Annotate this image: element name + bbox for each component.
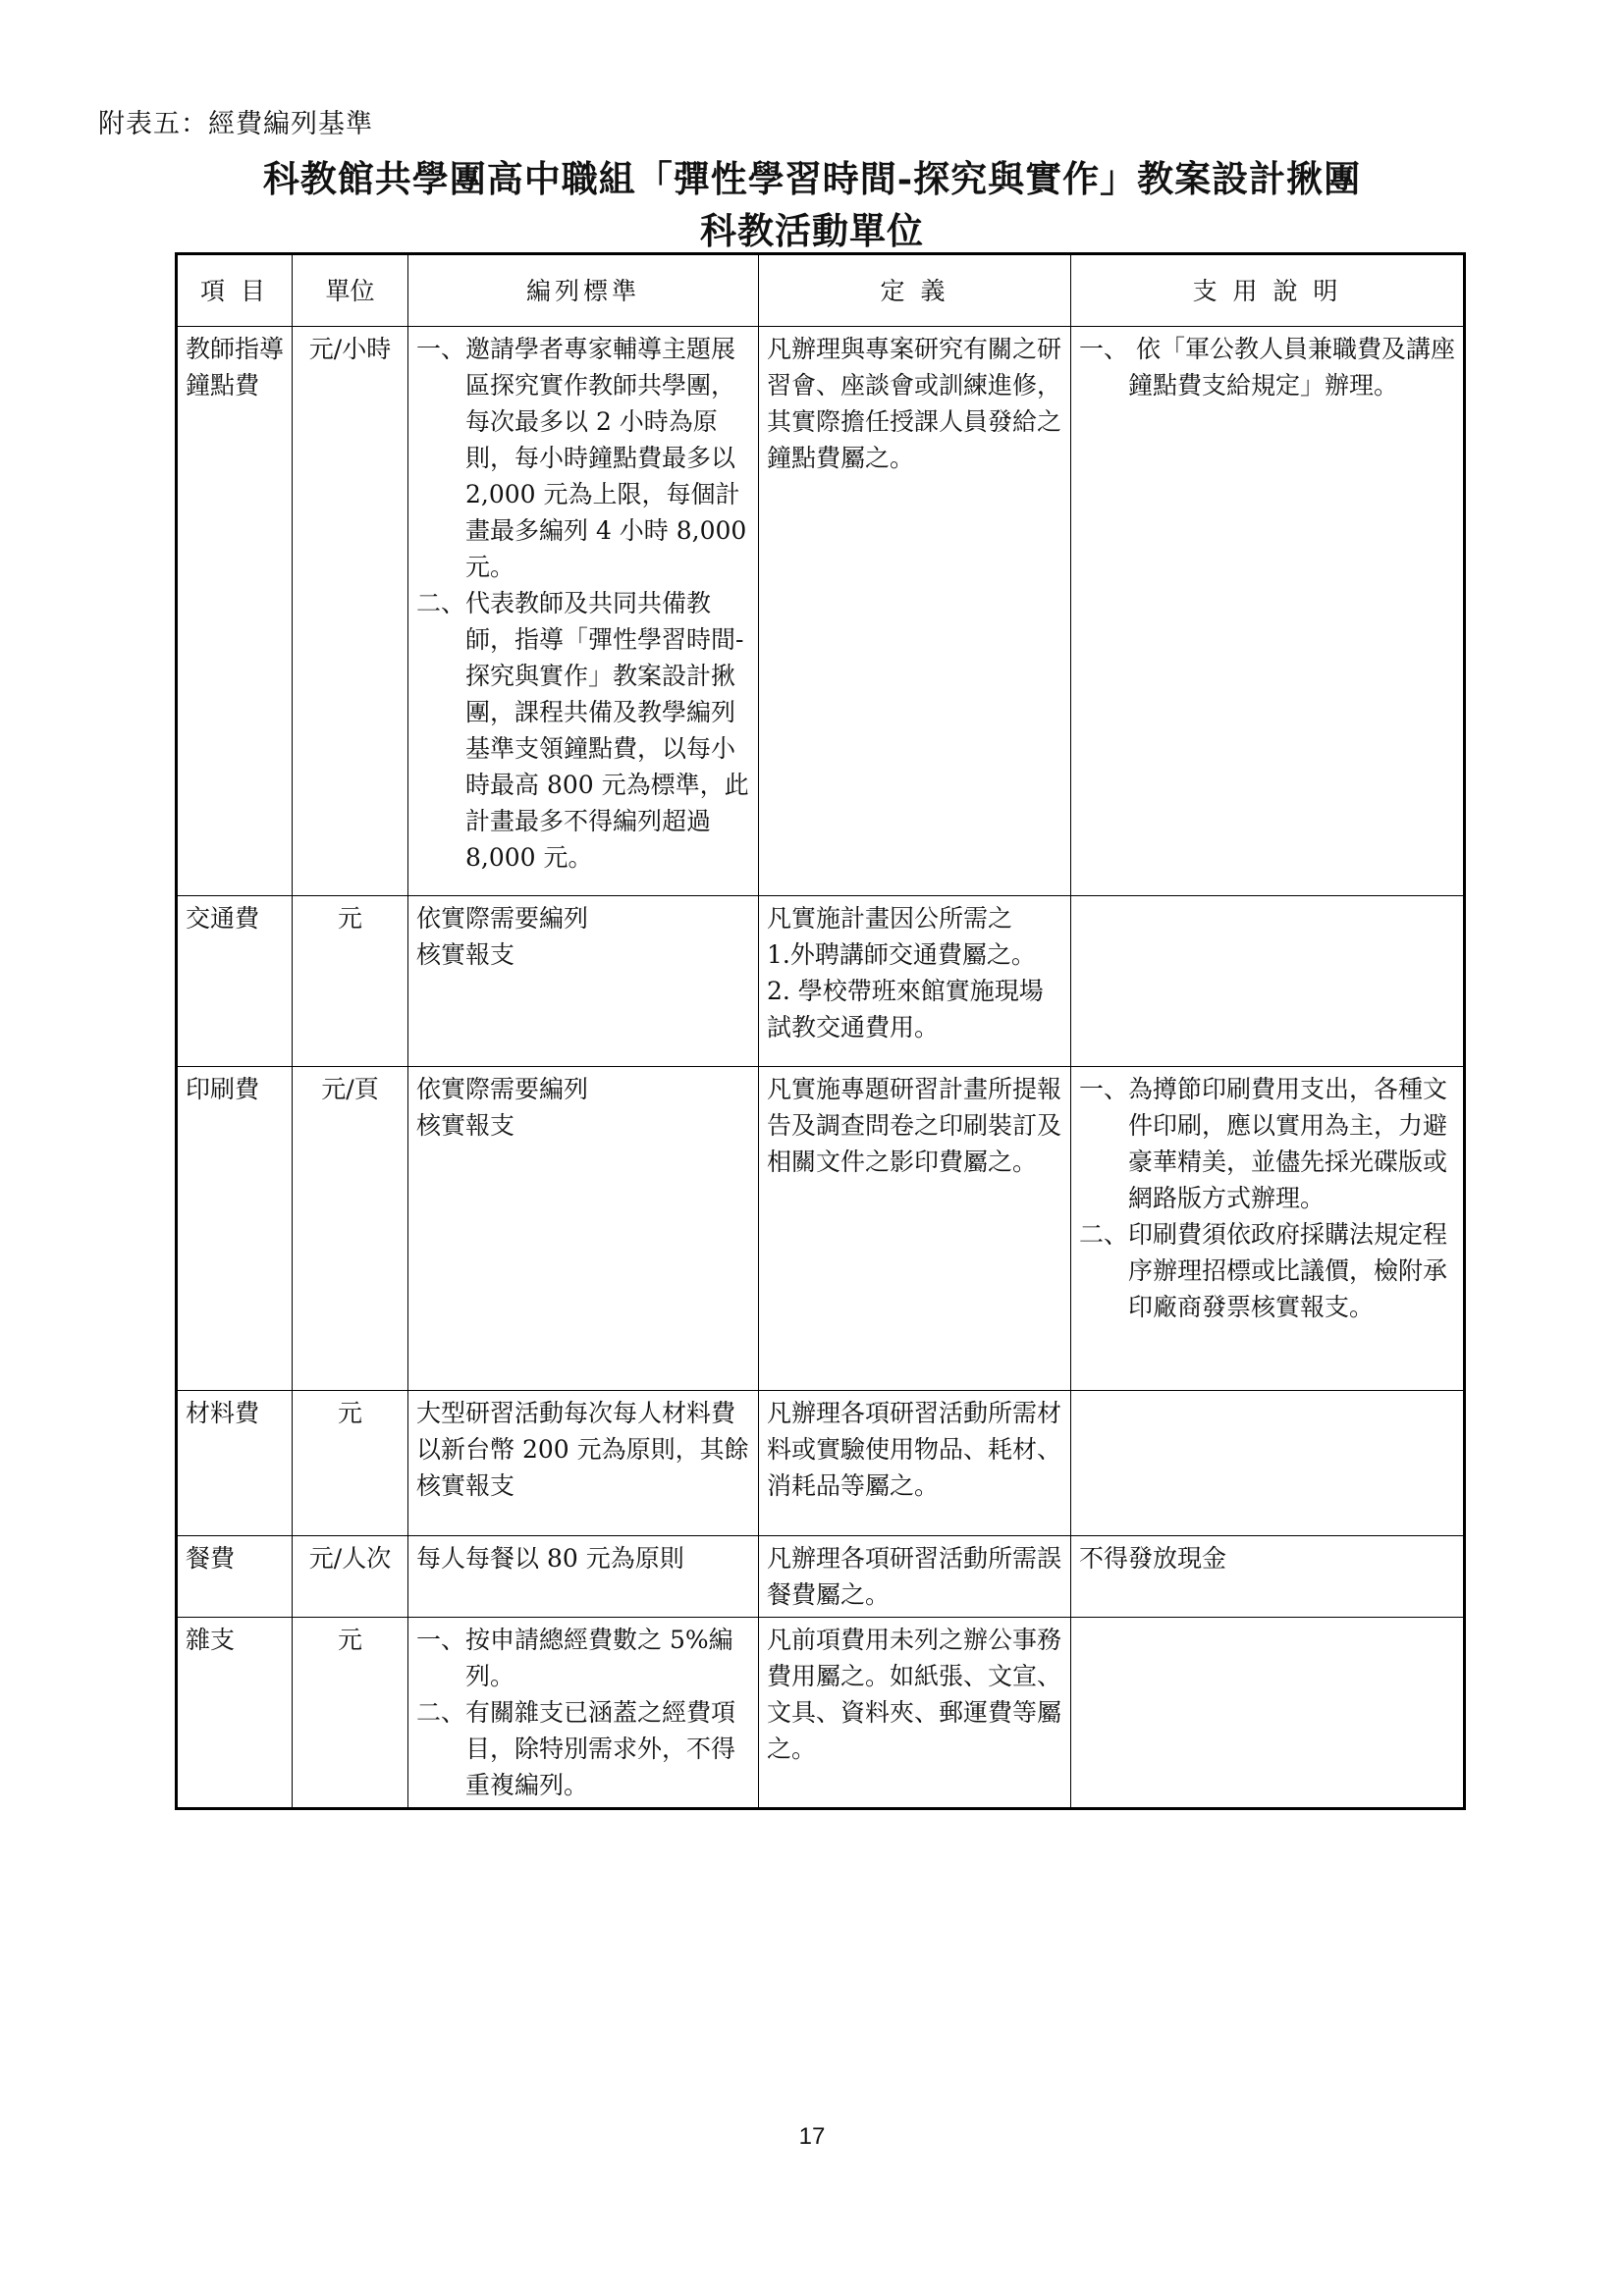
- standard-list: [416, 331, 750, 876]
- column-header-item: 項 目: [177, 254, 293, 327]
- table-row: [177, 1067, 1465, 1391]
- standard-line: 核實報支: [416, 940, 515, 969]
- standard-cell: [408, 327, 759, 896]
- appendix-label: 附表五：經費編列基準: [98, 109, 373, 139]
- unit-cell: 元: [293, 896, 408, 1067]
- usage-list: [1079, 331, 1455, 403]
- unit-cell: 元/人次: [293, 1536, 408, 1618]
- column-header-standard: 編列標準: [408, 254, 759, 327]
- page-number: 17: [798, 2123, 826, 2150]
- item-cell: 教師指導鐘點費: [177, 327, 293, 896]
- usage-cell: [1071, 1618, 1465, 1809]
- usage-line: 不得發放現金: [1079, 1544, 1227, 1573]
- definition-cell: [759, 896, 1071, 1067]
- standard-cell: [408, 896, 759, 1067]
- definition-cell: [759, 1391, 1071, 1536]
- standard-cell: [408, 1391, 759, 1536]
- standard-cell: [408, 1618, 759, 1809]
- definition-cell: [759, 1618, 1071, 1809]
- definition-line: 1.外聘講師交通費屬之。: [767, 940, 1036, 969]
- definition-line: 凡辦理各項研習活動所需材料或實驗使用物品、耗材、消耗品等屬之。: [767, 1399, 1062, 1500]
- standard-cell: [408, 1067, 759, 1391]
- standard-line: 依實際需要編列: [416, 904, 589, 933]
- standard-cell: [408, 1536, 759, 1618]
- usage-cell: [1071, 896, 1465, 1067]
- definition-line: 凡實施專題研習計畫所提報告及調查問卷之印刷裝訂及相關文件之影印費屬之。: [767, 1075, 1062, 1176]
- document-title: 科教館共學團高中職組「彈性學習時間-探究與實作」教案設計揪團: [262, 157, 1362, 200]
- table-row: [177, 327, 1465, 896]
- standard-list-item: 一、按申請總經費數之 5%編列。: [416, 1626, 733, 1690]
- budget-standards-table: [175, 252, 1466, 1810]
- standard-list: [416, 1622, 750, 1803]
- definition-line: 凡前項費用未列之辦公事務費用屬之。如紙張、文宣、文具、資料夾、郵運費等屬之。: [767, 1626, 1062, 1763]
- item-cell: 交通費: [177, 896, 293, 1067]
- unit-cell: 元: [293, 1391, 408, 1536]
- standard-line: 大型研習活動每次每人材料費以新台幣 200 元為原則，其餘核實報支: [416, 1399, 749, 1500]
- column-header-usage: 支 用 說 明: [1071, 254, 1465, 327]
- definition-cell: [759, 1067, 1071, 1391]
- usage-cell: [1071, 1067, 1465, 1391]
- table-header-row: [177, 254, 1465, 327]
- standard-list-item: 一、邀請學者專家輔導主題展區探究實作教師共學團，每次最多以 2 小時為原則，每小時鐘點費最多以 2,000 元為上限，每個計畫最多編列 4 小時 8,000 元。: [416, 335, 747, 581]
- unit-cell: 元/頁: [293, 1067, 408, 1391]
- usage-list: [1079, 1071, 1455, 1325]
- unit-cell: 元/小時: [293, 327, 408, 896]
- definition-line: 凡辦理各項研習活動所需誤餐費屬之。: [767, 1544, 1062, 1609]
- usage-cell: [1071, 1391, 1465, 1536]
- usage-cell: [1071, 1536, 1465, 1618]
- table-row: [177, 1391, 1465, 1536]
- usage-list-item: 一、 依「軍公教人員兼職費及講座鐘點費支給規定」辦理。: [1079, 335, 1455, 400]
- usage-list-item: 一、為撙節印刷費用支出，各種文件印刷，應以實用為主，力避豪華精美，並儘先採光碟版或網路版方式辦理。: [1079, 1075, 1448, 1212]
- standard-line: 每人每餐以 80 元為原則: [416, 1544, 684, 1573]
- standard-line: 核實報支: [416, 1111, 515, 1140]
- definition-line: 2. 學校帶班來館實施現場試教交通費用。: [767, 977, 1044, 1041]
- standard-line: 依實際需要編列: [416, 1075, 589, 1103]
- column-header-unit: 單位: [293, 254, 408, 327]
- column-header-definition: 定 義: [759, 254, 1071, 327]
- standard-list-item: 二、有關雜支已涵蓋之經費項目，除特別需求外，不得重複編列。: [416, 1698, 736, 1799]
- usage-list-item: 二、印刷費須依政府採購法規定程序辦理招標或比議價，檢附承印廠商發票核實報支。: [1079, 1220, 1448, 1321]
- item-cell: 雜支: [177, 1618, 293, 1809]
- item-cell: 印刷費: [177, 1067, 293, 1391]
- item-cell: 材料費: [177, 1391, 293, 1536]
- standard-list-item: 二、代表教師及共同共備教師，指導「彈性學習時間-探究與實作」教案設計揪團，課程共備及教學編列基準支領鐘點費，以每小時最高 800 元為標準，此計畫最多不得編列超過 8,000 元。: [416, 589, 749, 872]
- table-body: [177, 327, 1465, 1809]
- definition-line: 凡實施計畫因公所需之: [767, 904, 1013, 933]
- item-cell: 餐費: [177, 1536, 293, 1618]
- document-subtitle: 科教活動單位: [700, 209, 924, 252]
- table-row: [177, 1536, 1465, 1618]
- definition-line: 凡辦理與專案研究有關之研習會、座談會或訓練進修，其實際擔任授課人員發給之鐘點費屬之。: [767, 335, 1062, 472]
- unit-cell: 元: [293, 1618, 408, 1809]
- usage-cell: [1071, 327, 1465, 896]
- table-row: [177, 1618, 1465, 1809]
- table-row: [177, 896, 1465, 1067]
- definition-cell: [759, 327, 1071, 896]
- definition-cell: [759, 1536, 1071, 1618]
